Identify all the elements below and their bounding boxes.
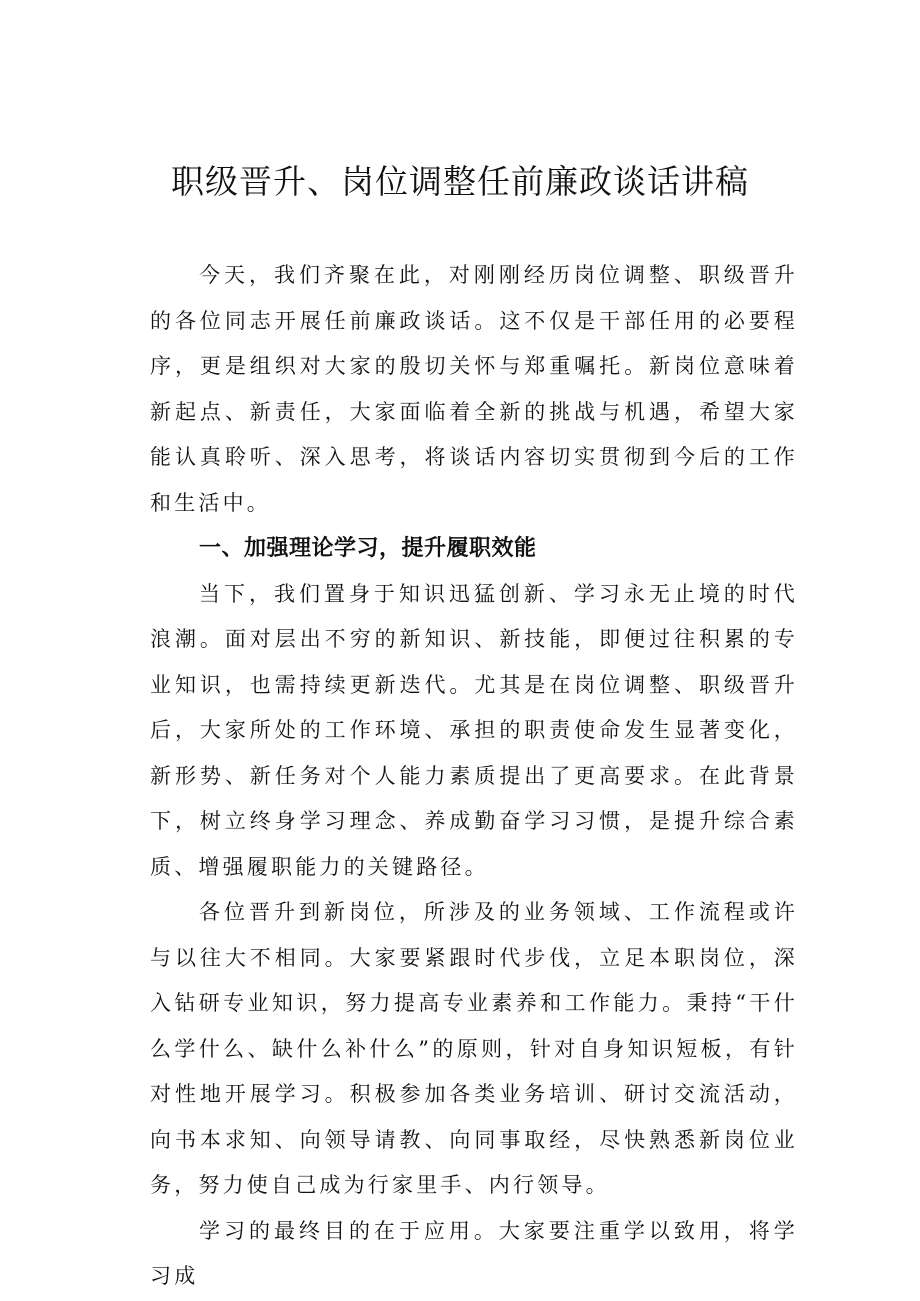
body-paragraph: 当下，我们置身于知识迅猛创新、学习永无止境的时代浪潮。面对层出不穷的新知识、新技能，即便过往积累的专业知识，也需持续更新迭代。尤其是在岗位调整、职级晋升后，大家所处的工作环境、承担的职责使命发生显著变化，新形势、新任务对个人能力素质提出了更高要求。在此背景下，树立终身学习理念、养成勤奋学习习惯，是提升综合素质、增强履职能力的关键路径。	[150, 581, 798, 879]
document-body	[150, 253, 798, 1300]
section-heading: 一、加强理论学习，提升履职效能	[199, 536, 537, 561]
body-paragraph: 学习的最终目的在于应用。大家要注重学以致用，将学习成	[150, 1218, 798, 1288]
document-title: 职级晋升、岗位调整任前廉政谈话讲稿	[171, 162, 749, 201]
intro-paragraph: 今天，我们齐聚在此，对刚刚经历岗位调整、职级晋升的各位同志开展任前廉政谈话。这不仅是干部任用的必要程序，更是组织对大家的殷切关怀与郑重嘱托。新岗位意味着新起点、新责任，大家面临着全新的挑战与机遇，希望大家能认真聆听、深入思考，将谈话内容切实贯彻到今后的工作和生活中。	[150, 263, 798, 515]
body-paragraph: 各位晋升到新岗位，所涉及的业务领域、工作流程或许与以往大不相同。大家要紧跟时代步伐，立足本职岗位，深入钻研专业知识，努力提高专业素养和工作能力。秉持“干什么学什么、缺什么补什么”的原则，针对自身知识短板，有针对性地开展学习。积极参加各类业务培训、研讨交流活动，向书本求知、向领导请教、向同事取经，尽快熟悉新岗位业务，努力使自己成为行家里手、内行领导。	[150, 900, 798, 1197]
